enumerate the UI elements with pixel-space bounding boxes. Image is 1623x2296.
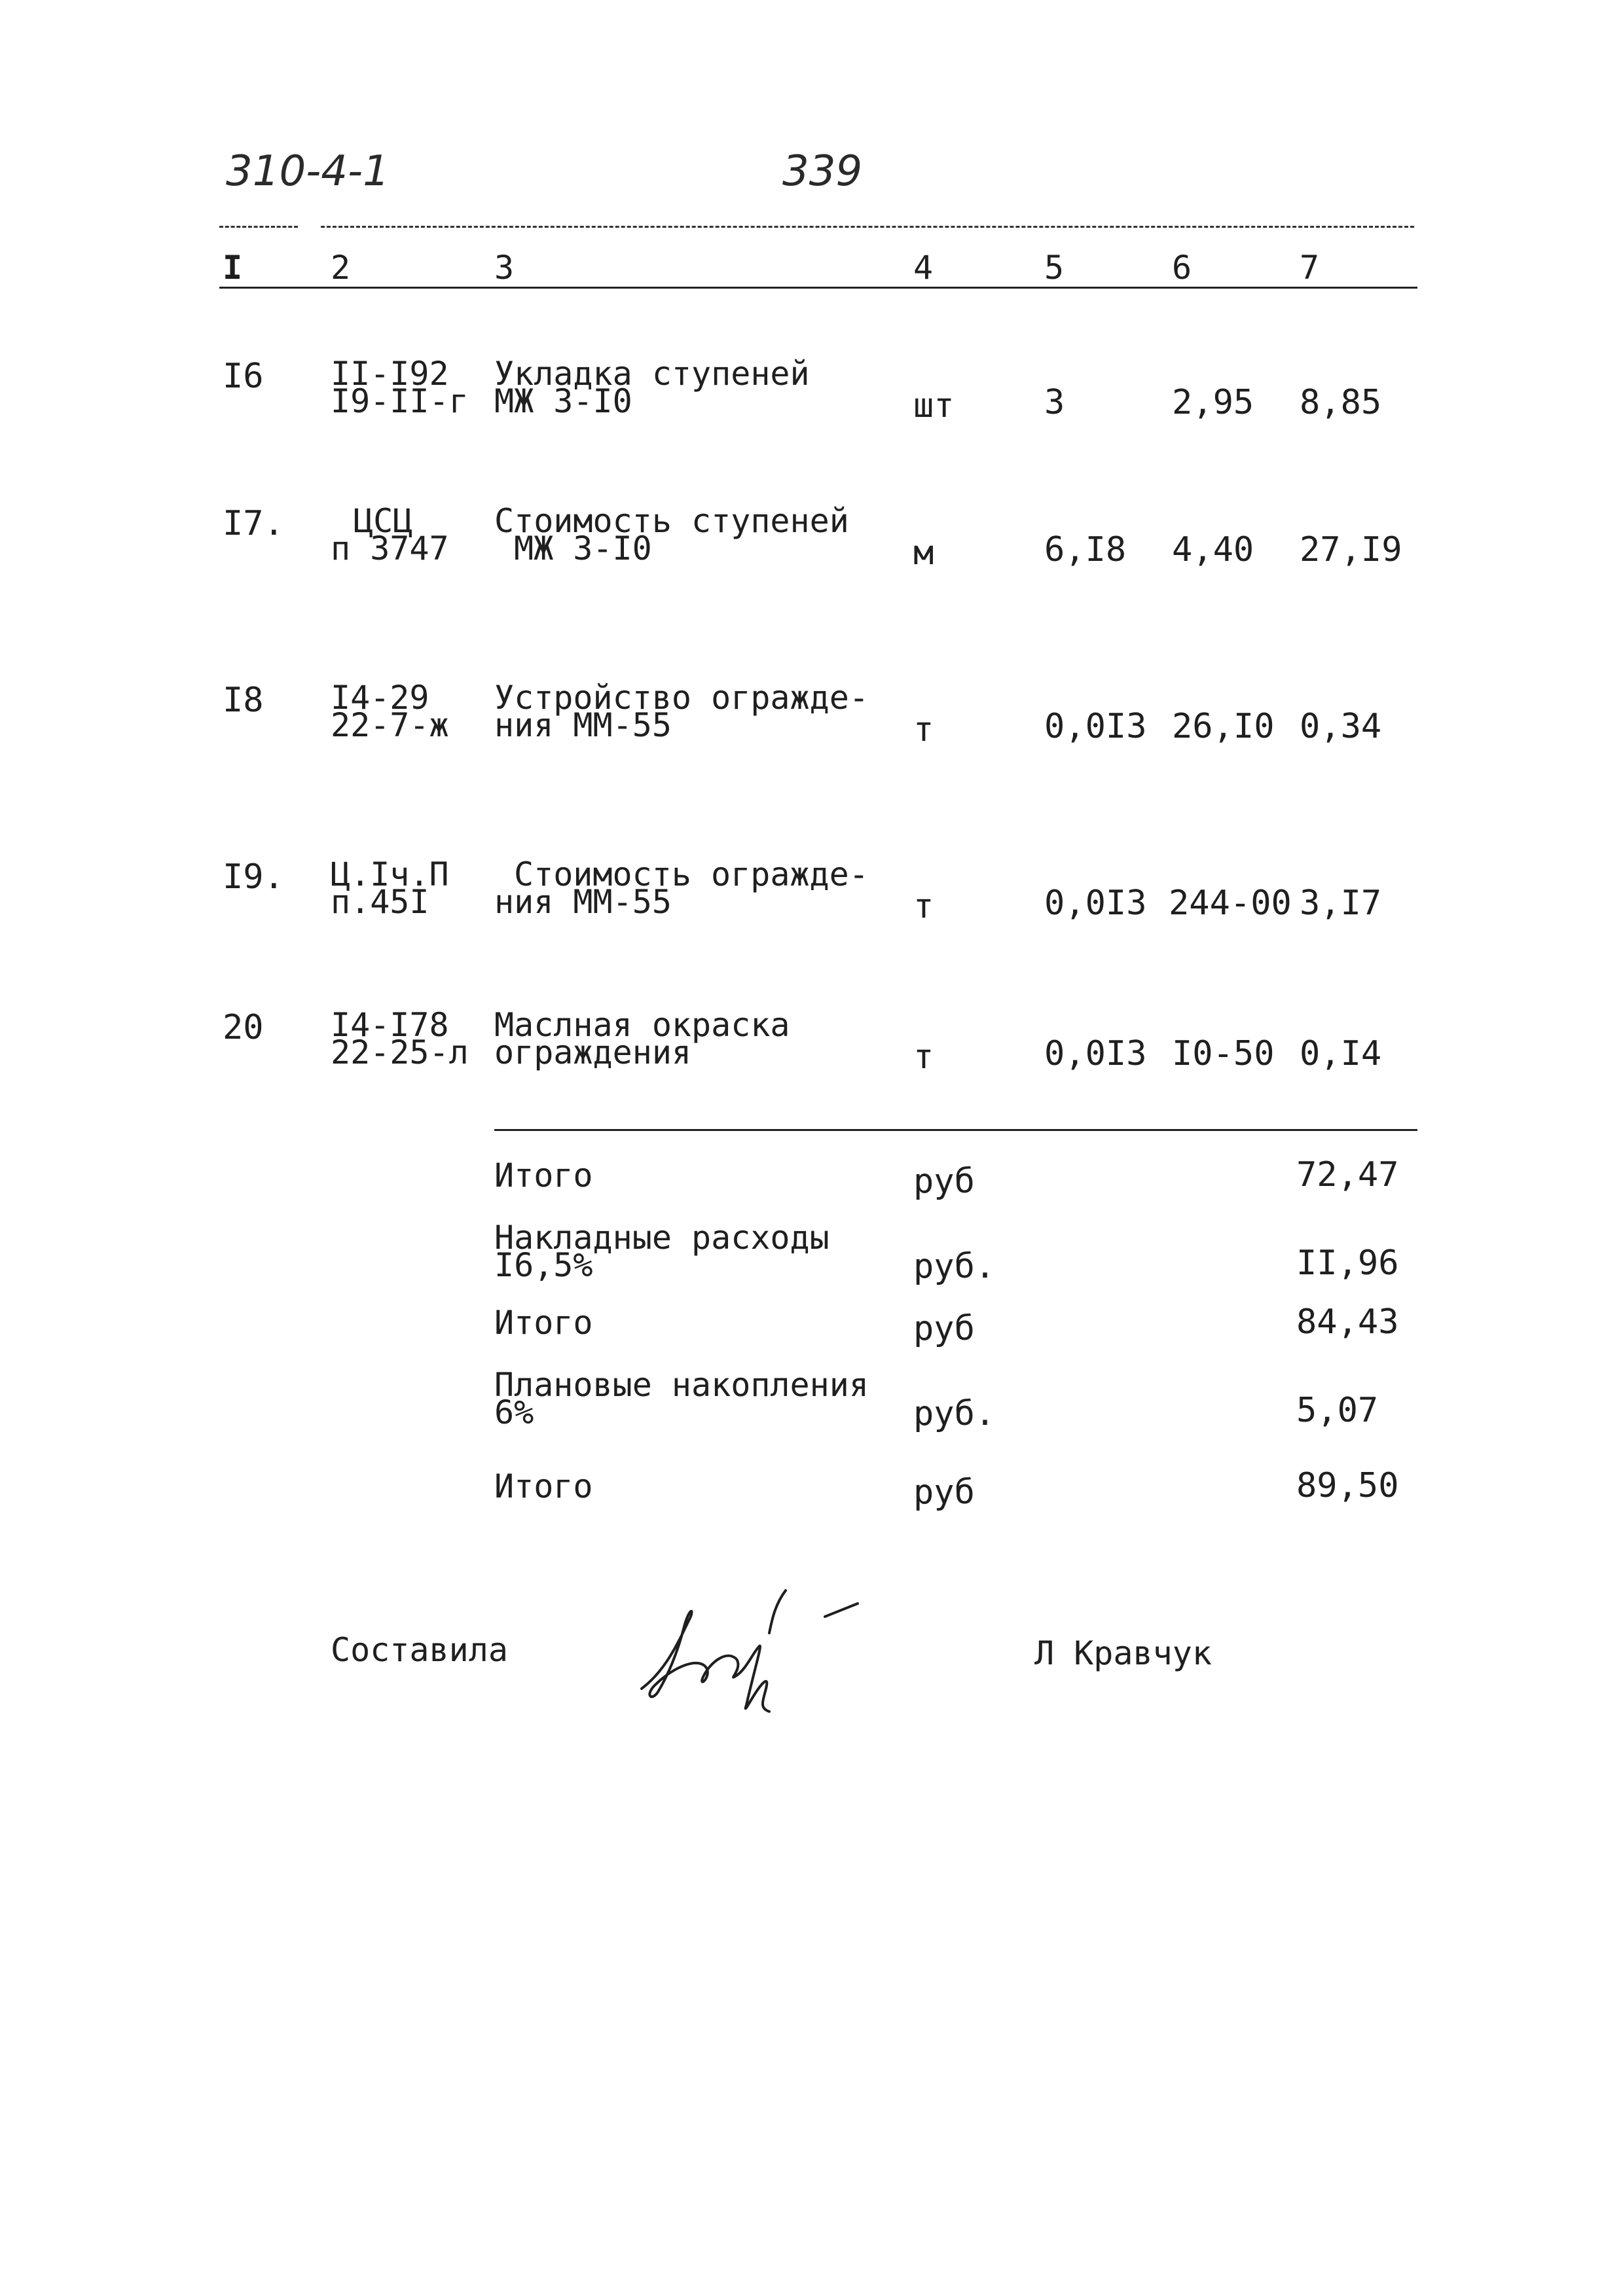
page-number: 339 bbox=[782, 147, 863, 196]
summary-label: Накладные расходы I6,5% bbox=[494, 1219, 830, 1284]
row-number: 20 bbox=[223, 1008, 264, 1047]
row-quantity: 6,I8 bbox=[1044, 530, 1127, 569]
row-description: Стоимость огражде- ния ММ-55 bbox=[494, 855, 869, 921]
row-unit: т bbox=[913, 710, 934, 749]
row-number: I9. bbox=[223, 857, 284, 897]
row-description: Устройство огражде- ния ММ-55 bbox=[494, 679, 869, 744]
compiled-by-label: Составила bbox=[331, 1631, 508, 1669]
column-header-7: 7 bbox=[1300, 249, 1320, 287]
column-header-3: 3 bbox=[494, 249, 515, 287]
column-header-5: 5 bbox=[1044, 249, 1065, 287]
header-underline bbox=[219, 287, 1417, 289]
row-unit: т bbox=[913, 1037, 934, 1077]
summary-label: Плановые накопления 6% bbox=[494, 1366, 869, 1431]
summary-value: 72,47 bbox=[1296, 1155, 1399, 1194]
row-quantity: 0,0I3 bbox=[1044, 1034, 1147, 1073]
row-code: II-I92 I9-II-г bbox=[331, 355, 469, 420]
summary-value: II,96 bbox=[1296, 1244, 1399, 1283]
row-total: 27,I9 bbox=[1300, 530, 1402, 569]
row-code: Ц.Iч.П п.45I bbox=[331, 855, 449, 921]
summary-unit: руб bbox=[913, 1309, 975, 1348]
summary-unit: руб bbox=[913, 1473, 975, 1512]
row-description: Маслная окраска ограждения bbox=[494, 1006, 790, 1071]
row-number: I8 bbox=[223, 681, 264, 720]
summary-rule bbox=[494, 1129, 1417, 1131]
row-total: 0,I4 bbox=[1300, 1034, 1382, 1073]
row-code: ЦСЦ п 3747 bbox=[331, 502, 449, 567]
summary-value: 89,50 bbox=[1296, 1466, 1399, 1505]
document-code: 310-4-1 bbox=[226, 147, 390, 196]
row-price: I0-50 bbox=[1172, 1034, 1275, 1073]
summary-value: 5,07 bbox=[1296, 1391, 1379, 1430]
summary-unit: руб. bbox=[913, 1394, 996, 1433]
summary-label: Итого bbox=[494, 1157, 593, 1194]
row-quantity: 3 bbox=[1044, 383, 1065, 422]
row-total: 8,85 bbox=[1300, 383, 1382, 422]
row-description: Укладка ступеней МЖ 3-I0 bbox=[494, 355, 810, 420]
row-number: I7. bbox=[223, 504, 284, 543]
summary-unit: руб. bbox=[913, 1247, 996, 1286]
signer-name: Л Кравчук bbox=[1034, 1634, 1212, 1672]
column-header-2: 2 bbox=[331, 249, 351, 287]
row-code: I4-29 22-7-ж bbox=[331, 679, 449, 744]
summary-label: Итого bbox=[494, 1467, 593, 1505]
signature-image bbox=[629, 1577, 890, 1728]
row-price: 4,40 bbox=[1172, 530, 1254, 569]
row-code: I4-I78 22-25-л bbox=[331, 1006, 469, 1071]
row-total: 3,I7 bbox=[1300, 884, 1382, 923]
row-description: Стоимость ступеней МЖ 3-I0 bbox=[494, 502, 849, 567]
row-price: 26,I0 bbox=[1172, 707, 1275, 746]
row-number: I6 bbox=[223, 357, 264, 396]
row-total: 0,34 bbox=[1300, 707, 1382, 746]
row-quantity: 0,0I3 bbox=[1044, 707, 1147, 746]
row-price: 2,95 bbox=[1172, 383, 1254, 422]
top-dashed-rule-left bbox=[219, 226, 298, 228]
row-unit: шт bbox=[913, 386, 955, 425]
summary-unit: руб bbox=[913, 1162, 975, 1201]
row-unit: м bbox=[913, 533, 934, 573]
summary-value: 84,43 bbox=[1296, 1302, 1399, 1342]
top-dashed-rule bbox=[321, 226, 1414, 228]
column-header-4: 4 bbox=[913, 249, 934, 287]
column-header-1: I bbox=[223, 249, 243, 287]
column-header-6: 6 bbox=[1172, 249, 1192, 287]
row-quantity: 0,0I3 bbox=[1044, 884, 1147, 923]
row-price: 244-00 bbox=[1169, 884, 1292, 923]
summary-label: Итого bbox=[494, 1304, 593, 1342]
row-unit: т bbox=[913, 887, 934, 926]
